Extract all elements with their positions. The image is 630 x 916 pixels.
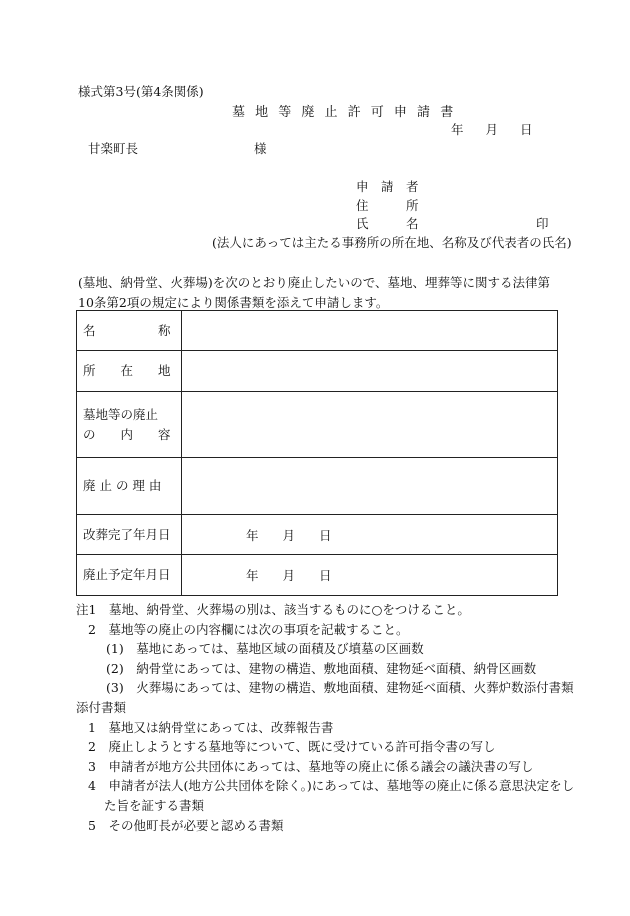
row-label-reburial-date: 改葬完了年月日 (77, 515, 182, 555)
table-row (77, 555, 558, 596)
closure-day: 日 (319, 568, 332, 583)
form-number: 様式第3号(第4条関係) (78, 84, 204, 99)
addressee: 甘楽町長 (88, 141, 139, 156)
row-label-closure-date: 廃止予定年月日 (77, 555, 182, 596)
table-row (77, 392, 558, 458)
closure-year: 年 (246, 568, 259, 583)
table-row (77, 458, 558, 515)
row-label-content-line2: の 内 容 (83, 426, 171, 442)
seal-mark: 印 (536, 216, 549, 231)
note-2-1: (1) 墓地にあっては、墓地区域の面積及び墳墓の区画数 (106, 641, 424, 657)
honorific: 様 (254, 141, 267, 156)
closure-month: 月 (282, 568, 296, 583)
attachment-1: 1 墓地又は納骨堂にあっては、改葬報告書 (88, 719, 334, 735)
attachments-title: 添付書類 (76, 699, 127, 715)
row-label-location: 所 在 地 (77, 351, 182, 392)
note-2: 2 墓地等の廃止の内容欄には次の事項を記載すること。 (88, 621, 409, 637)
table-row (77, 515, 558, 555)
row-label-content (77, 392, 182, 458)
intro-paragraph: (墓地、納骨堂、火葬場)を次のとおり廃止したいので、墓地、埋葬等に関する法律第10条第2項の規定により関係書類を添えて申請します。 (78, 275, 551, 310)
reburial-day: 日 (319, 527, 332, 543)
notes-section (76, 600, 575, 835)
table-row (77, 351, 558, 392)
reburial-date-cell[interactable] (182, 515, 558, 555)
attachment-4-continued: た旨を証する書類 (104, 797, 205, 813)
row-label-reason: 廃 止 の 理 由 (77, 458, 182, 515)
name-value-cell[interactable] (182, 311, 558, 351)
document-title: 墓 地 等 廃 止 許 可 申 請 書 (232, 105, 457, 120)
note-2-3: (3) 火葬場にあっては、建物の構造、敷地面積、建物延べ面積、火葬炉数添付書類 (106, 680, 574, 696)
applicant-name-label: 氏 名 (356, 216, 419, 231)
reason-value-cell[interactable] (182, 458, 558, 515)
content-value-cell[interactable] (182, 392, 558, 458)
reburial-year: 年 (246, 527, 259, 543)
row-label-name: 名 称 (77, 311, 182, 351)
note-1: 注1 墓地、納骨堂、火葬場の別は、該当するものに○をつけること。 (76, 602, 470, 617)
date-day-label: 日 (520, 122, 533, 137)
location-value-cell[interactable] (182, 351, 558, 392)
row-label-content-line1: 墓地等の廃止 (83, 406, 159, 422)
applicant-address-label: 住 所 (356, 198, 419, 213)
closure-date-cell[interactable] (182, 555, 558, 596)
attachment-3: 3 申請者が地方公共団体にあっては、墓地等の廃止に係る議会の議決書の写し (88, 758, 534, 774)
application-date (451, 124, 533, 137)
reburial-month: 月 (282, 527, 296, 543)
attachment-2: 2 廃止しようとする墓地等について、既に受けている許可指令書の写し (88, 739, 496, 755)
applicant-label: 申 請 者 (356, 179, 419, 194)
table-row (77, 311, 558, 351)
application-table (76, 310, 558, 596)
date-year-label: 年 (451, 122, 464, 137)
attachment-4: 4 申請者が法人(地方公共団体を除く。)にあっては、墓地等の廃止に係る意思決定をし (88, 778, 575, 794)
attachment-5: 5 その他町長が必要と認める書類 (88, 817, 284, 833)
corporation-note: (法人にあっては主たる事務所の所在地、名称及び代表者の氏名) (212, 235, 572, 250)
date-month-label: 月 (485, 122, 499, 137)
note-2-2: (2) 納骨堂にあっては、建物の構造、敷地面積、建物延べ面積、納骨区画数 (106, 660, 537, 676)
